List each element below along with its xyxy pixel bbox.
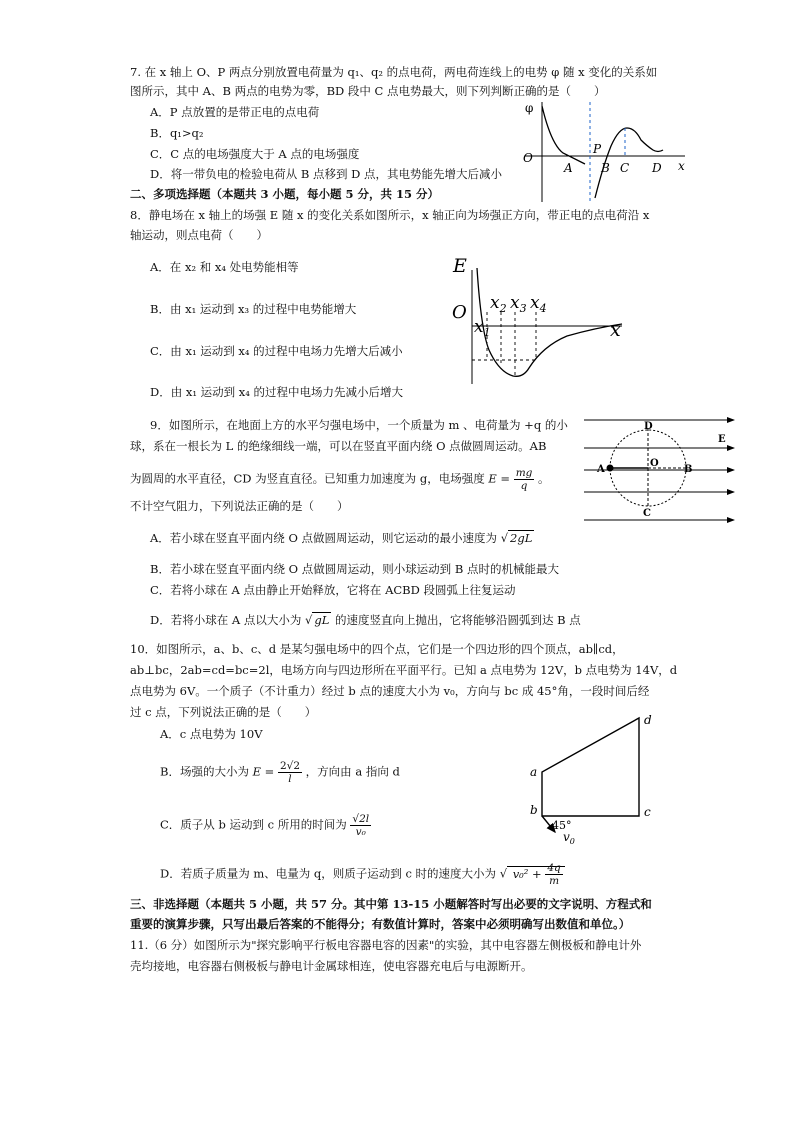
q8-fig-o: O bbox=[452, 302, 467, 323]
q10-fig-d: d bbox=[644, 713, 652, 727]
q10-option-c-text: C．质子从 b 运动到 c 所用的时间为 bbox=[160, 817, 347, 832]
q9-fig-e: E bbox=[718, 434, 726, 445]
q9-option-d-text: D．若将小球在 A 点以大小为 bbox=[150, 613, 302, 627]
q7-fig-a: A bbox=[564, 161, 573, 175]
q10-stem-line4: 过 c 点，下列说法正确的是（ ） bbox=[130, 705, 317, 719]
section-3-heading-line2: 重要的演算步骤，只写出最后答案的不能得分；有数值计算时，答案中必须明确写出数值和单位。） bbox=[130, 917, 631, 931]
q9-option-d-radicand: gL bbox=[314, 613, 330, 627]
q7-fig-b: B bbox=[601, 161, 610, 175]
q7-fig-d: D bbox=[652, 161, 662, 175]
q10-fig-angle: 45° bbox=[552, 819, 572, 832]
q10-option-c bbox=[160, 813, 371, 838]
q8-fig-x: x bbox=[610, 319, 621, 341]
svg-text:x1 bbox=[474, 317, 491, 339]
q10-option-c-numerator: √2l bbox=[352, 813, 370, 825]
q10-stem-line3: 点电势为 6V。一个质子（不计重力）经过 b 点的速度大小为 v₀，方向与 bc 成 45°角，一段时间后经 bbox=[130, 684, 650, 698]
q9-fig-b: B bbox=[684, 464, 693, 475]
q10-option-c-fraction bbox=[350, 813, 371, 838]
q11-stem-line1: 11.（6 分）如图所示为"探究影响平行板电容器电容的因素"的实验，其中电容器左侧极板和静电计外 bbox=[130, 938, 642, 952]
q8-fig-x1: x bbox=[474, 317, 484, 337]
q8-fig-x2: x bbox=[490, 293, 500, 313]
q9-fig-d: D bbox=[644, 421, 653, 432]
q10-option-b-text-end: ，方向由 a 指向 d bbox=[305, 764, 400, 779]
q9-option-a-radicand: 2gL bbox=[510, 531, 533, 545]
q10-quadrilateral-diagram bbox=[525, 708, 665, 848]
q9-fig-o: O bbox=[650, 458, 659, 469]
q9-option-a-text: A．若小球在竖直平面内绕 O 点做圆周运动，则它运动的最小速度为 bbox=[150, 531, 498, 545]
q8-fig-x3-sub: 3 bbox=[519, 302, 527, 315]
q10-fig-b: b bbox=[530, 803, 538, 817]
q11-stem-line2: 壳均接地，电容器右侧极板与静电计金属球相连，使电容器充电后与电源断开。 bbox=[130, 959, 533, 973]
q8-option-b: B．由 x₁ 运动到 x₃ 的过程中电势能增大 bbox=[150, 302, 357, 316]
q10-option-d-fraction bbox=[545, 862, 562, 887]
q9-fig-a: A bbox=[597, 464, 605, 475]
svg-text:v0 bbox=[563, 830, 575, 846]
q8-fig-x4: x bbox=[530, 293, 540, 313]
q10-option-b-text: B．场强的大小为 bbox=[160, 764, 249, 779]
q10-fig-v-sub: 0 bbox=[569, 837, 575, 846]
q9-stem-line4: 不计空气阻力，下列说法正确的是（ ） bbox=[130, 499, 349, 513]
q8-fig-e: E bbox=[453, 255, 467, 277]
q9-option-d: D．若将小球在 A 点以大小为 √ gL 的速度竖直向上抛出，它将能够沿圆弧到达 B 点 bbox=[150, 613, 581, 627]
q9-stem-line3 bbox=[130, 467, 550, 492]
q10-option-d-v0: v₀² + bbox=[512, 866, 542, 881]
q9-option-d-text-end: 的速度竖直向上抛出，它将能够沿圆弧到达 B 点 bbox=[334, 613, 581, 627]
q9-eq-fraction bbox=[514, 467, 535, 492]
q8-field-graph bbox=[447, 250, 627, 386]
q10-option-a: A．c 点电势为 10V bbox=[160, 727, 263, 741]
q8-option-d: D．由 x₁ 运动到 x₄ 的过程中电场力先减小后增大 bbox=[150, 385, 404, 399]
q9-eq-e: E = bbox=[488, 471, 511, 486]
q9-stem-line3-end: 。 bbox=[538, 471, 550, 486]
q10-option-d-text: D．若质子质量为 m、电量为 q，则质子运动到 c 时的速度大小为 bbox=[160, 866, 497, 881]
svg-text:x3 bbox=[510, 293, 527, 315]
q9-option-a: A．若小球在竖直平面内绕 O 点做圆周运动，则它运动的最小速度为 √ 2gL bbox=[150, 531, 533, 545]
q7-fig-x: x bbox=[678, 159, 685, 173]
q7-fig-p: P bbox=[593, 142, 602, 156]
q9-option-c: C．若将小球在 A 点由静止开始释放，它将在 ACBD 段圆弧上往复运动 bbox=[150, 583, 516, 597]
q9-fig-c: C bbox=[643, 508, 651, 519]
q10-stem-line2: ab⊥bc，2ab=cd=bc=2l，电场方向与四边形所在平面平行。已知 a 点电势为 12V，b 点电势为 14V，d bbox=[130, 663, 678, 677]
q10-option-b-fraction bbox=[278, 760, 302, 785]
q8-fig-x3: x bbox=[510, 293, 520, 313]
q10-option-b-numerator: 2√2 bbox=[279, 760, 301, 772]
q10-option-b-denominator: l bbox=[288, 773, 292, 785]
q7-option-b: B．q₁>q₂ bbox=[150, 126, 204, 140]
section-3-heading-line1: 三、非选择题（本题共 5 小题，共 57 分。其中第 13-15 小题解答时写出必要的文字说明、方程式和 bbox=[130, 897, 652, 911]
q8-option-c: C．由 x₁ 运动到 x₄ 的过程中电场力先增大后减小 bbox=[150, 344, 403, 358]
q9-field-circle-diagram bbox=[580, 412, 740, 524]
svg-text:x2 bbox=[490, 293, 507, 315]
q10-option-b-e: E = bbox=[252, 764, 275, 779]
q10-option-d-denominator: m bbox=[549, 875, 560, 887]
q7-fig-c: C bbox=[620, 161, 630, 175]
q9-option-b: B．若小球在竖直平面内绕 O 点做圆周运动，则小球运动到 B 点时的机械能最大 bbox=[150, 562, 559, 576]
q10-fig-v: v bbox=[563, 830, 570, 844]
q10-option-b bbox=[160, 760, 400, 785]
q7-stem-line2: 图所示，其中 A、B 两点的电势为零，BD 段中 C 点电势最大，则下列判断正确的是（ ） bbox=[130, 84, 606, 98]
q7-potential-graph bbox=[515, 98, 695, 206]
q8-stem-line1: 8．静电场在 x 轴上的场强 E 随 x 的变化关系如图所示，x 轴正向为场强正方向，带正电的点电荷沿 x bbox=[130, 208, 650, 222]
q8-fig-x1-sub: 1 bbox=[483, 326, 491, 339]
section-2-heading: 二、多项选择题（本题共 3 小题，每小题 5 分，共 15 分） bbox=[130, 187, 440, 201]
q7-option-c: C．C 点的电场强度大于 A 点的电场强度 bbox=[150, 147, 360, 161]
q7-stem-line1: 7. 在 x 轴上 O、P 两点分别放置电荷量为 q₁、q₂ 的点电荷，两电荷连线上的电势 φ 随 x 变化的关系如 bbox=[130, 65, 658, 79]
q10-fig-c: c bbox=[644, 805, 651, 819]
q9-eq-numerator: mg bbox=[515, 467, 533, 479]
q9-stem-line1: 9．如图所示，在地面上方的水平匀强电场中，一个质量为 m 、电荷量为 +q 的小 bbox=[150, 418, 568, 432]
q10-fig-a: a bbox=[530, 765, 538, 779]
q10-option-d: D．若质子质量为 m、电量为 q，则质子运动到 c 时的速度大小为 √ v₀² + $\frac{4q}{m}$ bbox=[160, 862, 565, 887]
q7-option-d: D．将一带负电的检验电荷从 B 点移到 D 点，其电势能先增大后减小 bbox=[150, 167, 503, 181]
q10-option-d-numerator: 4q bbox=[547, 862, 561, 874]
q8-option-a: A．在 x₂ 和 x₄ 处电势能相等 bbox=[150, 260, 299, 274]
q7-fig-phi: φ bbox=[525, 101, 534, 115]
q10-option-c-denominator: v₀ bbox=[355, 826, 366, 838]
q9-stem-line2: 球，系在一根长为 L 的绝缘细线一端，可以在竖直平面内绕 O 点做圆周运动。AB bbox=[130, 439, 547, 453]
q8-stem-line2: 轴运动，则点电荷（ ） bbox=[130, 228, 268, 242]
q8-fig-x4-sub: 4 bbox=[539, 302, 547, 315]
q10-stem-line1: 10．如图所示，a、b、c、d 是某匀强电场中的四个点，它们是一个四边形的四个顶点，ab∥cd， bbox=[130, 642, 624, 656]
q7-fig-o: O bbox=[523, 151, 533, 165]
svg-text:x4 bbox=[530, 293, 547, 315]
q8-fig-x2-sub: 2 bbox=[499, 302, 507, 315]
q9-stem-line3-text: 为圆周的水平直径，CD 为竖直直径。已知重力加速度为 g，电场强度 bbox=[130, 471, 485, 486]
q7-option-a: A．P 点放置的是带正电的点电荷 bbox=[150, 105, 320, 119]
q9-eq-denominator: q bbox=[520, 480, 528, 492]
